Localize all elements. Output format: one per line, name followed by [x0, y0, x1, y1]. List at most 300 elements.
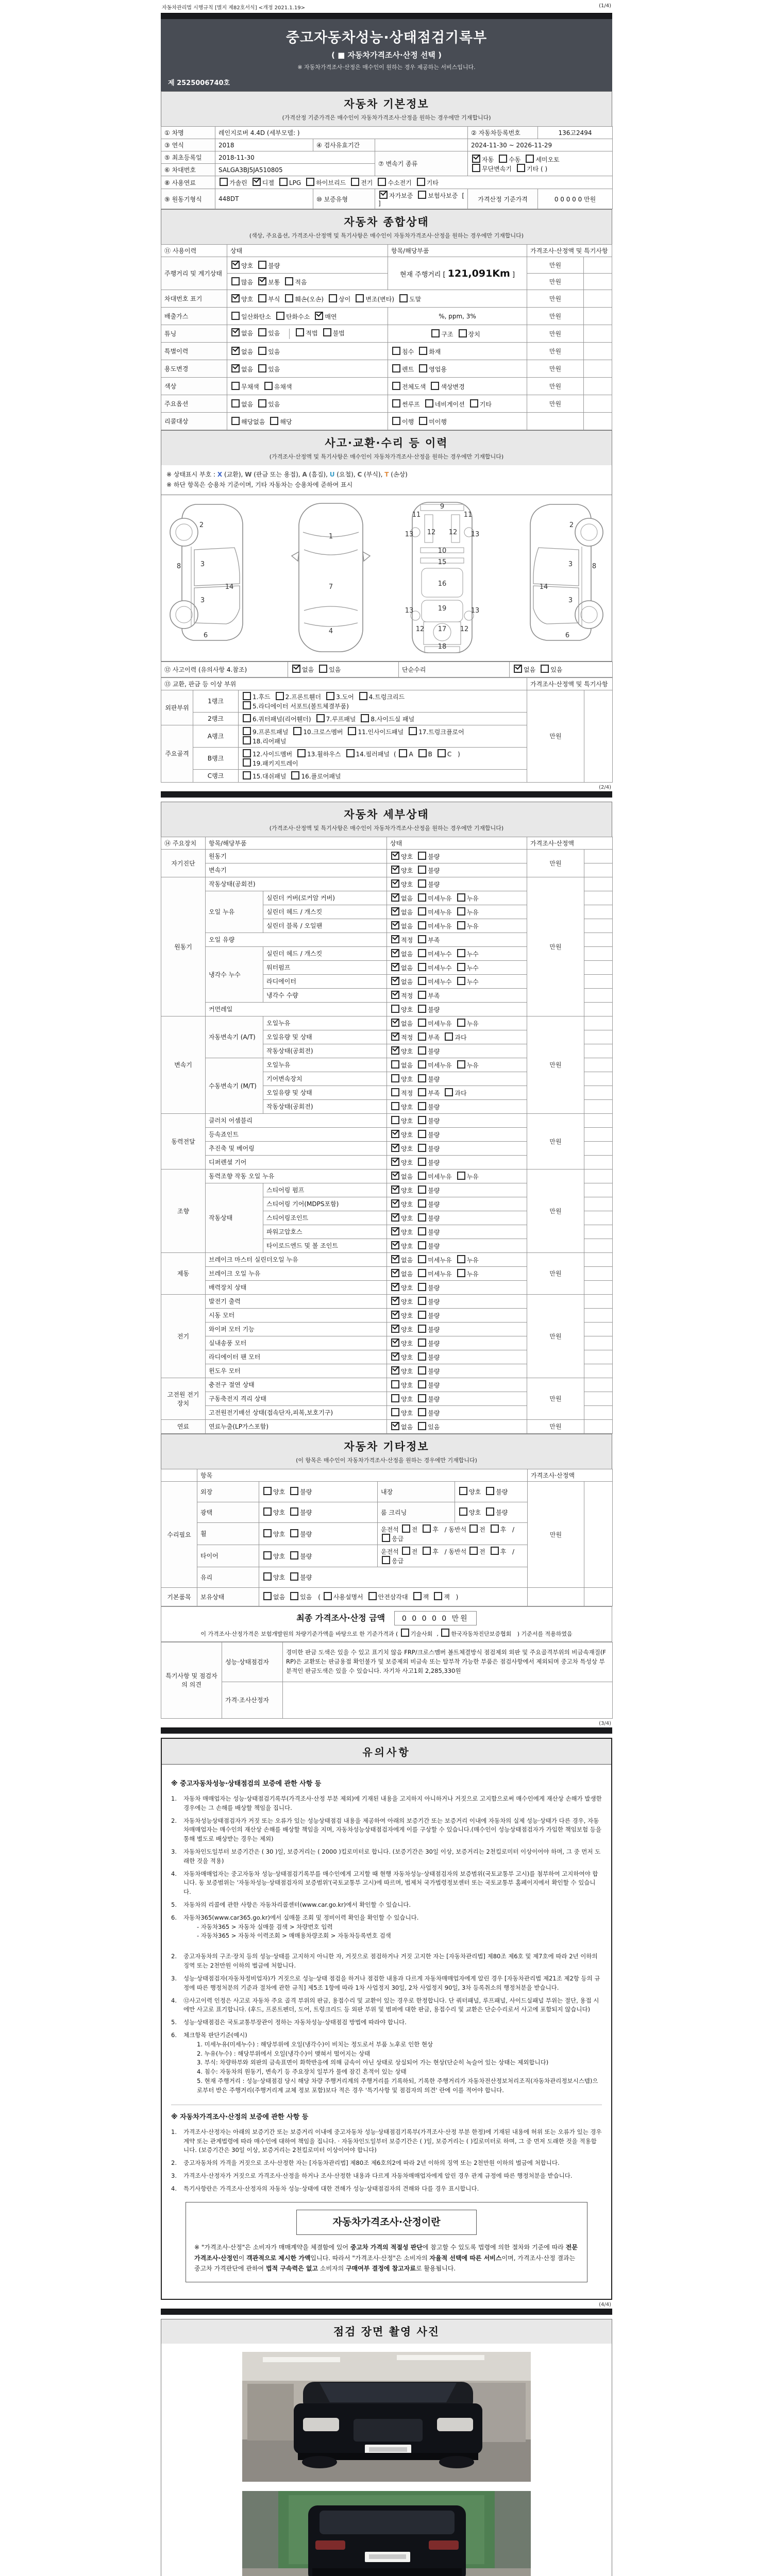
checkbox-option[interactable] — [418, 1422, 426, 1430]
checkbox-option[interactable] — [418, 1074, 426, 1082]
checkbox-option[interactable] — [231, 328, 240, 336]
checkbox-label: 침수 — [402, 348, 414, 355]
checkbox-option[interactable] — [418, 1172, 426, 1180]
panel-number: 3 — [568, 560, 573, 568]
checkbox-option[interactable] — [399, 294, 408, 302]
checkbox-option[interactable] — [263, 1551, 272, 1560]
table-row: 오일 유량 적정 부족 — [161, 933, 613, 946]
checkbox-option[interactable] — [402, 1524, 410, 1533]
checkbox-option[interactable] — [401, 1629, 409, 1637]
checkbox-option[interactable] — [231, 347, 240, 355]
checkbox-option[interactable] — [423, 1524, 431, 1533]
table-row: 주요옵션 없음 있음 썬루프 네비게이션 기타 만원 — [161, 395, 612, 413]
checkbox-option[interactable] — [445, 1032, 453, 1041]
checkbox-option[interactable] — [418, 852, 426, 860]
checkbox-label: 양호 — [241, 295, 254, 303]
table-row: 커먼레일 양호 불량 — [161, 1002, 613, 1016]
checkbox-option[interactable] — [293, 727, 301, 735]
checkbox-option[interactable] — [279, 178, 288, 186]
checkbox-label: 훼손(오손) — [295, 295, 324, 303]
checkbox-option[interactable] — [418, 963, 426, 971]
checkbox-option[interactable] — [438, 749, 446, 757]
checkbox-label: 미세누유 — [428, 1270, 452, 1278]
checkbox-label: 무채색 — [241, 383, 259, 391]
overall-condition-table — [161, 244, 612, 430]
checkbox-option[interactable] — [472, 164, 480, 172]
checkbox-option[interactable] — [418, 1352, 426, 1361]
checkbox-option[interactable] — [231, 277, 240, 285]
checkbox-option[interactable] — [243, 749, 251, 757]
checkbox-label: 불량 — [300, 1530, 312, 1538]
checkbox-option[interactable] — [258, 294, 266, 302]
checkbox-option[interactable] — [419, 347, 427, 355]
checkbox-option[interactable] — [418, 1408, 426, 1416]
checkbox-option[interactable] — [425, 399, 433, 408]
checkbox-option[interactable] — [382, 1556, 390, 1564]
checkbox-option[interactable] — [290, 1572, 298, 1581]
checkbox-option[interactable] — [392, 399, 400, 408]
checkbox-option[interactable] — [285, 277, 293, 285]
checkbox-label: 14.필러패널 — [356, 750, 390, 758]
checkbox-label: 불량 — [496, 1488, 508, 1496]
checkbox-option[interactable] — [391, 1297, 399, 1305]
checkbox-label: 미이행 — [429, 418, 447, 426]
checkbox-option[interactable] — [457, 1269, 465, 1277]
cell-text: ( — [393, 750, 398, 758]
panel-number: 2 — [569, 521, 574, 529]
checkbox-option[interactable] — [290, 1487, 298, 1495]
checkbox-option[interactable] — [418, 1046, 426, 1055]
checkbox-label: 변조(변타) — [365, 295, 395, 303]
checkbox-option[interactable] — [391, 852, 399, 860]
table-row: 차대번호 표기 양호 부식 훼손(오손) 상이 변조(변타) 도말 만원 — [161, 290, 612, 308]
checkbox-label: 없음 — [401, 908, 413, 916]
checkbox-option[interactable] — [263, 1507, 272, 1516]
checkbox-option[interactable] — [391, 1074, 399, 1082]
checkbox-label: 불량 — [428, 1228, 440, 1236]
checkbox-option[interactable] — [418, 1185, 426, 1194]
checkbox-option[interactable] — [253, 178, 261, 186]
checkbox-option[interactable] — [391, 1060, 399, 1069]
detail-condition-table — [161, 837, 612, 1434]
checkbox-label: 자동 — [482, 156, 494, 163]
checkbox-option[interactable] — [391, 1311, 399, 1319]
panel-number: 13 — [470, 606, 480, 615]
checkbox-option[interactable] — [418, 935, 426, 943]
inspection-photo-front — [242, 2352, 531, 2482]
panel-number: 18 — [438, 642, 447, 651]
checkbox-option[interactable] — [541, 665, 549, 673]
checkbox-option[interactable] — [418, 1297, 426, 1305]
checkbox-option[interactable] — [356, 294, 364, 302]
checkbox-option[interactable] — [296, 328, 304, 336]
checkbox-option[interactable] — [306, 178, 314, 186]
checkbox-option[interactable] — [418, 1227, 426, 1235]
checkbox-option[interactable] — [418, 1060, 426, 1069]
checkbox-label: 누유 — [466, 1270, 479, 1278]
checkbox-option[interactable] — [472, 155, 480, 163]
checkbox-option[interactable] — [243, 758, 251, 767]
checkbox-option[interactable] — [263, 1572, 272, 1581]
checkbox-option[interactable] — [391, 1394, 399, 1402]
checkbox-option[interactable] — [297, 749, 306, 757]
checkbox-option[interactable] — [445, 1088, 453, 1096]
checkbox-option[interactable] — [418, 1283, 426, 1291]
checkbox-option[interactable] — [402, 1547, 410, 1555]
table-row: 변속기 양호 불량 — [161, 863, 613, 877]
checkbox-option[interactable] — [457, 1172, 465, 1180]
checkbox-option[interactable] — [418, 1255, 426, 1263]
checkbox-option[interactable] — [263, 1592, 272, 1600]
checkbox-option[interactable] — [419, 417, 427, 425]
checkbox-label: 전 — [479, 1548, 485, 1555]
checkbox-label: 불량 — [428, 1312, 440, 1319]
checkbox-option[interactable] — [418, 1144, 426, 1152]
checkbox-option[interactable] — [457, 949, 465, 957]
checkbox-label: 적법 — [306, 330, 318, 337]
checkbox-option[interactable] — [391, 1325, 399, 1333]
checkbox-option[interactable] — [457, 893, 465, 902]
checkbox-option[interactable] — [270, 417, 278, 425]
table-row: ⑨ 원동기형식 448DT ⑩ 보증유형 자가보증 보험사보증 [ ] 가격산정 기준가격 0 0 0 0 0 만원 — [161, 189, 613, 209]
checkbox-option[interactable] — [359, 692, 367, 700]
checkbox-label: 양호 — [273, 1530, 285, 1538]
checkbox-label: 있음 — [550, 666, 563, 674]
checkbox-option[interactable] — [418, 1380, 426, 1388]
panel-number: 12 — [448, 528, 458, 536]
checkbox-option[interactable] — [391, 1005, 399, 1013]
checkbox-option[interactable] — [491, 1524, 499, 1533]
checkbox-option[interactable] — [418, 749, 427, 757]
checkbox-option[interactable] — [457, 963, 465, 971]
checkbox-option[interactable] — [423, 1547, 431, 1555]
checkbox-option[interactable] — [315, 312, 323, 320]
cell-text: ) — [453, 1594, 459, 1601]
checkbox-option[interactable] — [391, 1130, 399, 1138]
checkbox-option[interactable] — [470, 399, 478, 408]
checkbox-option[interactable] — [391, 1185, 399, 1194]
checkbox-option[interactable] — [391, 1102, 399, 1110]
checkbox-label: 적정 — [401, 936, 413, 944]
checkbox-option[interactable] — [469, 1524, 478, 1533]
checkbox-option[interactable] — [258, 328, 266, 336]
checkbox-option[interactable] — [391, 963, 399, 971]
checkbox-option[interactable] — [391, 1199, 399, 1208]
checkbox-option[interactable] — [391, 1380, 399, 1388]
checkbox-option[interactable] — [231, 364, 240, 372]
checkbox-option[interactable] — [263, 1487, 272, 1495]
checkbox-option[interactable] — [391, 1172, 399, 1180]
checkbox-option[interactable] — [391, 1144, 399, 1152]
checkbox-option[interactable] — [526, 155, 534, 163]
checkbox-option[interactable] — [391, 921, 399, 929]
checkbox-label: 불량 — [428, 1395, 440, 1403]
checkbox-label: 도말 — [409, 295, 422, 303]
checkbox-option[interactable] — [346, 749, 355, 757]
checkbox-option[interactable] — [391, 1255, 399, 1263]
checkbox-label: 응급 — [392, 1535, 404, 1543]
checkbox-label: 이행 — [402, 418, 414, 426]
table-row — [161, 1627, 612, 1642]
checkbox-option[interactable] — [243, 692, 251, 700]
checkbox-option[interactable] — [517, 164, 525, 172]
checkbox-option[interactable] — [392, 347, 400, 355]
checkbox-option[interactable] — [457, 977, 465, 985]
checkbox-option[interactable] — [392, 417, 400, 425]
final-price — [161, 1606, 612, 1642]
checkbox-label: 불량 — [428, 867, 440, 874]
notice-item: 2. 자동차성능상태점검자가 거짓 또는 오류가 있는 성능상태점검 내용을 제공하여 아래의 보증기간 또는 보증거리 이내에 자동차의 실제 성능·상태가 다른 경우, 자동차매매업자는 매수인의 재산상 손해를 배상할 책임을 지며, 자동차성능상태점검자에게 이를 구상할 수 있습니다.(매수인이 성능상태점검자가 가입한 책임보험 등을 통해 별도로 배상받는 경우는 제외) — [171, 1817, 601, 1843]
checkbox-option[interactable] — [292, 665, 300, 673]
checkbox-label: 없음 — [401, 894, 413, 902]
checkbox-option[interactable] — [418, 1366, 426, 1375]
checkbox-option[interactable] — [431, 329, 440, 337]
price-cell: 만원 — [527, 274, 584, 290]
checkbox-option[interactable] — [418, 191, 426, 199]
checkbox-label: 양호 — [401, 1159, 413, 1166]
checkbox-option[interactable] — [391, 977, 399, 985]
checkbox-option[interactable] — [348, 727, 356, 735]
checkbox-option[interactable] — [276, 312, 284, 320]
checkbox-option[interactable] — [243, 714, 251, 722]
checkbox-option[interactable] — [431, 382, 439, 390]
checkbox-option[interactable] — [361, 714, 369, 722]
checkbox-option[interactable] — [457, 1255, 465, 1263]
checkbox-label: 양호 — [401, 1103, 413, 1111]
checkbox-option[interactable] — [368, 1592, 377, 1600]
checkbox-label: 전 — [479, 1526, 485, 1533]
checkbox-option[interactable] — [382, 1534, 390, 1542]
checkbox-option[interactable] — [391, 1213, 399, 1222]
checkbox-option[interactable] — [391, 1269, 399, 1277]
checkbox-option[interactable] — [392, 364, 400, 372]
checkbox-option[interactable] — [391, 1283, 399, 1291]
checkbox-option[interactable] — [258, 277, 266, 285]
checkbox-option[interactable] — [457, 907, 465, 916]
checkbox-label: 양호 — [401, 1353, 413, 1361]
checkbox-option[interactable] — [290, 1592, 298, 1600]
cell-text: / — [510, 1548, 515, 1555]
checkbox-option[interactable] — [391, 879, 399, 888]
checkbox-label: 있음 — [300, 1594, 312, 1601]
cell-text: , — [436, 1630, 441, 1637]
checkbox-option[interactable] — [231, 312, 240, 320]
checkbox-option[interactable] — [231, 294, 240, 302]
checkbox-option[interactable] — [486, 1507, 494, 1516]
checkbox-option[interactable] — [418, 1199, 426, 1208]
checkbox-label: 전기 — [361, 179, 373, 187]
checkbox-label: 7.루프패널 — [326, 715, 356, 723]
damage-code: T — [384, 471, 389, 478]
checkbox-option[interactable] — [418, 893, 426, 902]
checkbox-option[interactable] — [457, 1019, 465, 1027]
checkbox-option[interactable] — [391, 1088, 399, 1096]
checkbox-option[interactable] — [391, 866, 399, 874]
checkbox-option[interactable] — [418, 921, 426, 929]
checkbox-label: 양호 — [241, 262, 254, 269]
checkbox-option[interactable] — [220, 178, 228, 186]
checkbox-option[interactable] — [418, 1088, 426, 1096]
checkbox-option[interactable] — [418, 1019, 426, 1027]
checkbox-label: 미세누유 — [428, 1061, 452, 1069]
checkbox-option[interactable] — [391, 935, 399, 943]
checkbox-label: 불량 — [428, 1103, 440, 1111]
checkbox-option[interactable] — [290, 1551, 298, 1560]
checkbox-option[interactable] — [418, 1269, 426, 1277]
checkbox-option[interactable] — [391, 1241, 399, 1249]
checkbox-option[interactable] — [469, 1547, 478, 1555]
checkbox-option[interactable] — [243, 771, 251, 779]
checkbox-option[interactable] — [459, 1487, 467, 1495]
checkbox-option[interactable] — [391, 1019, 399, 1027]
checkbox-option[interactable] — [418, 1032, 426, 1041]
checkbox-option[interactable] — [418, 1158, 426, 1166]
checkbox-option[interactable] — [378, 178, 386, 186]
panel-number: 12 — [427, 528, 436, 536]
checkbox-option[interactable] — [441, 1629, 449, 1637]
checkbox-option[interactable] — [491, 1547, 499, 1555]
checkbox-option[interactable] — [434, 1592, 442, 1600]
law-reference: 자동차관리법 시행규칙 [별지 제82호서식] <개정 2021.1.19> — [162, 5, 305, 11]
checkbox-option[interactable] — [418, 879, 426, 888]
checkbox-option[interactable] — [392, 382, 400, 390]
checkbox-option[interactable] — [231, 417, 240, 425]
table-row: 타이어 양호 불량 운전석 전 후 / 동반석 전 후 / 응급 — [161, 1545, 613, 1567]
checkbox-option[interactable] — [417, 178, 425, 186]
inspector-opinion-table — [161, 1642, 612, 1719]
checkbox-option[interactable] — [418, 949, 426, 957]
checkbox-option[interactable] — [399, 749, 407, 757]
checkbox-option[interactable] — [418, 1005, 426, 1013]
checkbox-option[interactable] — [391, 1227, 399, 1235]
checkbox-option[interactable] — [324, 1592, 332, 1600]
checkbox-option[interactable] — [459, 1507, 467, 1516]
checkbox-option[interactable] — [391, 1032, 399, 1041]
checkbox-label: 19.패키지트레이 — [253, 759, 298, 767]
checkbox-option[interactable] — [486, 1487, 494, 1495]
checkbox-label: 8.사이드실 패널 — [371, 715, 415, 723]
checkbox-option[interactable] — [231, 261, 240, 269]
checkbox-label: 있음 — [268, 330, 280, 337]
checkbox-option[interactable] — [329, 294, 337, 302]
checkbox-option[interactable] — [391, 1408, 399, 1416]
checkbox-option[interactable] — [391, 1352, 399, 1361]
table-row: 디퍼렌셜 기어 양호 불량 — [161, 1155, 613, 1169]
checkbox-option[interactable] — [351, 178, 359, 186]
checkbox-option[interactable] — [258, 347, 266, 355]
checkbox-option[interactable] — [418, 1130, 426, 1138]
checkbox-label: 일산화탄소 — [241, 313, 271, 320]
table-row: 기본품목 보유상태 없음 있음 ( 사용설명서 안전삼각대 잭 잭 ) — [161, 1587, 613, 1606]
checkbox-option[interactable] — [418, 1102, 426, 1110]
checkbox-option[interactable] — [391, 1366, 399, 1375]
checkbox-option[interactable] — [419, 364, 427, 372]
checkbox-option[interactable] — [391, 1116, 399, 1124]
checkbox-option[interactable] — [418, 866, 426, 874]
checkbox-option[interactable] — [231, 382, 240, 390]
checkbox-option[interactable] — [418, 1213, 426, 1222]
checkbox-label: 잭 — [444, 1594, 450, 1601]
checkbox-option[interactable] — [285, 294, 293, 302]
checkbox-option[interactable] — [457, 921, 465, 929]
checkbox-option[interactable] — [391, 949, 399, 957]
checkbox-label: 부족 — [428, 1089, 440, 1097]
checkbox-option[interactable] — [243, 701, 251, 709]
checkbox-label: 없음 — [241, 365, 254, 373]
checkbox-option[interactable] — [258, 399, 266, 408]
checkbox-option[interactable] — [418, 907, 426, 916]
checkbox-option[interactable] — [418, 977, 426, 985]
checkbox-option[interactable] — [379, 191, 388, 199]
checkbox-option[interactable] — [319, 665, 327, 673]
checkbox-option[interactable] — [243, 736, 251, 744]
checkbox-label: 누유 — [466, 1173, 479, 1180]
checkbox-label: 양호 — [273, 1574, 285, 1582]
checkbox-option[interactable] — [391, 1338, 399, 1347]
checkbox-option[interactable] — [231, 399, 240, 408]
checkbox-option[interactable] — [418, 1325, 426, 1333]
checkbox-option[interactable] — [391, 1046, 399, 1055]
checkbox-option[interactable] — [418, 1116, 426, 1124]
checkbox-option[interactable] — [418, 991, 426, 999]
checkbox-option[interactable] — [391, 907, 399, 916]
checkbox-option[interactable] — [409, 727, 417, 735]
checkbox-option[interactable] — [243, 727, 251, 735]
checkbox-option[interactable] — [258, 261, 266, 269]
price-cell: 만원 — [527, 308, 584, 325]
checkbox-label: 기타 ( ) — [527, 165, 548, 173]
checkbox-option[interactable] — [459, 329, 467, 337]
checkbox-option[interactable] — [418, 1311, 426, 1319]
checkbox-option[interactable] — [514, 665, 522, 673]
checkbox-option[interactable] — [316, 714, 325, 722]
checkbox-option[interactable] — [391, 991, 399, 999]
checkbox-label: 후 — [432, 1526, 439, 1533]
checkbox-option[interactable] — [457, 1060, 465, 1069]
panel-number: 7 — [329, 583, 333, 591]
checkbox-option[interactable] — [391, 1158, 399, 1166]
checkbox-label: LPG — [289, 179, 301, 187]
checkbox-option[interactable] — [326, 692, 334, 700]
note-cell — [584, 325, 612, 343]
notice-item: 6. 자동차365(www.car365.go.kr)에서 실매물 조회 및 정비이력 확인을 확인할 수 있습니다. - 자동차365 > 자동차 실매물 검색 > 차량번호 입력 - 자동차365 > 자동차 이력조회 > 매매용차량조회 > 자동차등록번호 검색 — [171, 1913, 602, 1941]
checkbox-option[interactable] — [418, 1338, 426, 1347]
checkbox-option[interactable] — [290, 1507, 298, 1516]
checkbox-option[interactable] — [323, 328, 331, 336]
checkbox-option[interactable] — [263, 1529, 272, 1537]
checkbox-option[interactable] — [291, 771, 299, 779]
checkbox-label: 불량 — [428, 1006, 440, 1013]
notice-section-c: ※ 자동차가격조사·산정의 보증에 관한 사항 등 — [171, 2105, 602, 2123]
cell-divider — [289, 329, 290, 339]
checkbox-option[interactable] — [258, 364, 266, 372]
checkbox-option[interactable] — [290, 1529, 298, 1537]
checkbox-option[interactable] — [418, 1241, 426, 1249]
checkbox-option[interactable] — [391, 893, 399, 902]
checkbox-option[interactable] — [276, 692, 284, 700]
checkbox-option[interactable] — [264, 382, 273, 390]
opinions — [161, 1642, 613, 1719]
checkbox-option[interactable] — [418, 1394, 426, 1402]
checkbox-label: 불량 — [428, 1367, 440, 1375]
checkbox-label: 기타 — [426, 179, 439, 187]
panel-number: 9 — [440, 502, 444, 511]
table-row: ① 차명 레인지로버 4.4D (세부모델: ) ② 자동차등록번호 136고2494 — [161, 127, 613, 139]
panel-number: 13 — [405, 530, 414, 538]
checkbox-option[interactable] — [413, 1592, 422, 1600]
checkbox-option[interactable] — [499, 155, 507, 163]
checkbox-option[interactable] — [391, 1422, 399, 1430]
